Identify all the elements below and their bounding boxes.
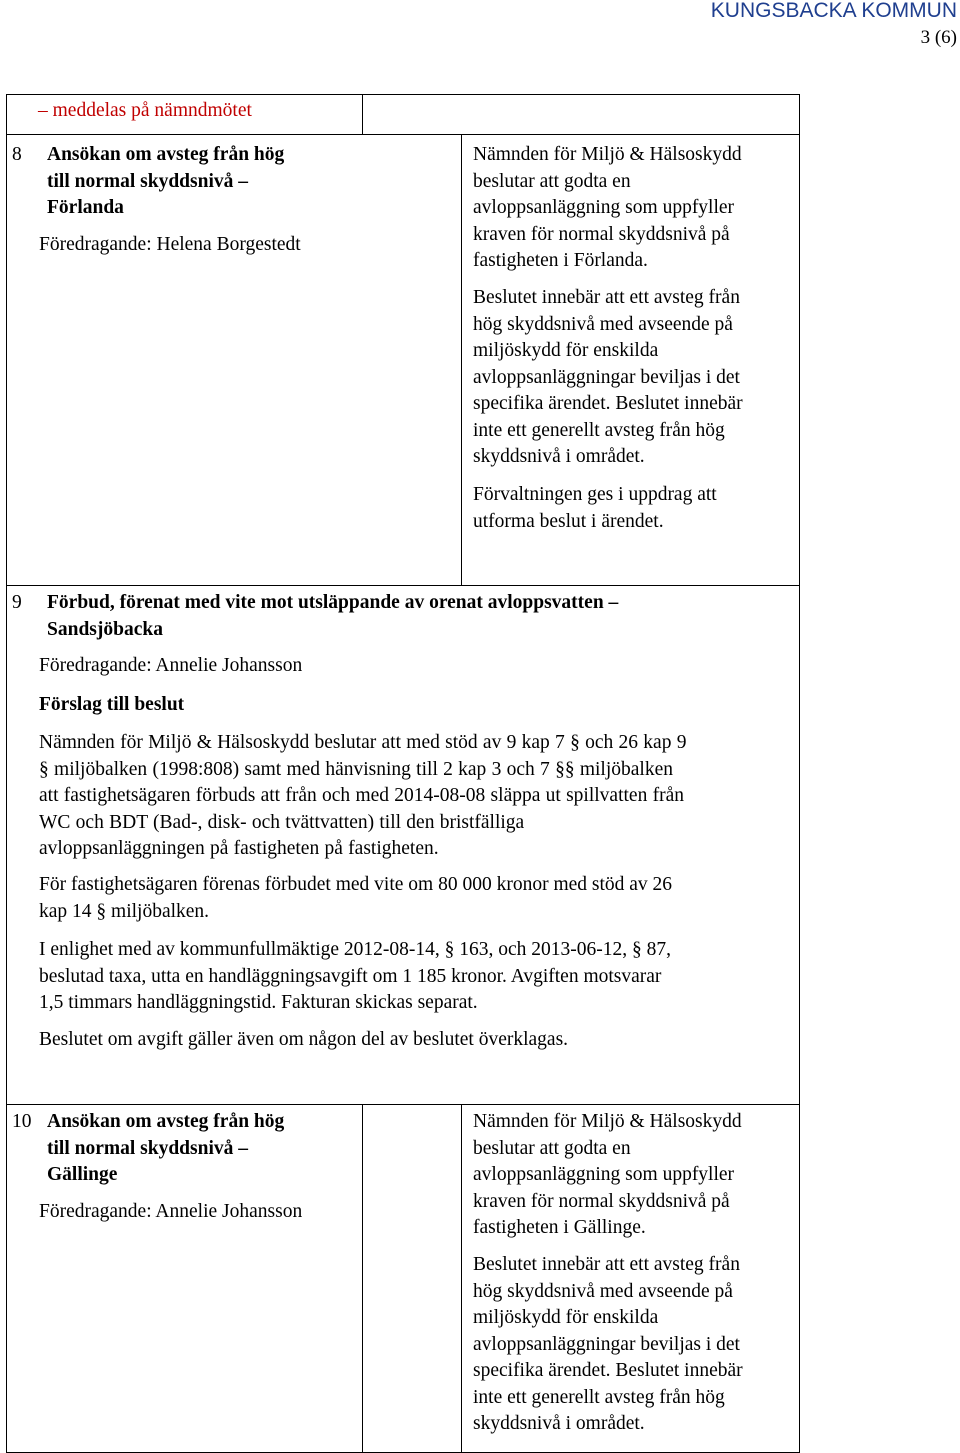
item-8-presenter: Föredragande: Helena Borgestedt: [39, 234, 301, 255]
item-10-decision-p2: Beslutet innebär att ett avsteg från hög skyddsnivå med avseende på miljöskydd för enskilda avloppsanläggningar beviljas i det specifika ärendet. Beslutet innebär inte ett generellt avsteg från hög skyddsnivå i området.: [473, 1254, 743, 1434]
item-9-paragraph-1: Nämnden för Miljö & Hälsoskydd beslutar att med stöd av 9 kap 7 § och 26 kap 9 § miljöbalken (1998:808) samt med hänvisning till 2 kap 3 och 7 §§ miljöbalken att fastighetsägaren förbuds att från och med 2014-08-08 släppa ut spillvatten från WC och BDT (Bad-, disk- och tvättvatten) till den bristfälliga avloppsanläggningen på fastigheten på fastigheten.: [39, 732, 687, 859]
item-9-paragraph-3: I enlighet med av kommunfullmäktige 2012-08-14, § 163, och 2013-06-12, § 87, beslutad taxa, utta en handläggningsavgift om 1 185 kronor. Avgiften motsvarar 1,5 timmars handläggningstid. Fakturan skickas separat.: [39, 939, 672, 1013]
item-9-proposal-heading: Förslag till beslut: [39, 694, 185, 715]
organization-name: KUNGSBACKA KOMMUN: [710, 0, 957, 22]
top-row-note: – meddelas på nämndmötet: [38, 100, 252, 121]
item-8-title: Ansökan om avsteg från hög till normal skyddsnivå – Förlanda: [47, 144, 285, 218]
item-9-presenter: Föredragande: Annelie Johansson: [39, 655, 303, 676]
item-8-decision-p2: Beslutet innebär att ett avsteg från hög skyddsnivå med avseende på miljöskydd för enskilda avloppsanläggningar beviljas i det specifika ärendet. Beslutet innebär inte ett generellt avsteg från hög skyddsnivå i området.: [473, 287, 743, 467]
item-10-decision-p1: Nämnden för Miljö & Hälsoskydd beslutar att godta en avloppsanläggning som uppfyller kraven för normal skyddsnivå på fastigheten i Gällinge.: [473, 1111, 742, 1238]
item-9-number: 9: [12, 592, 22, 613]
page-number: 3 (6): [920, 27, 957, 48]
item-10-title: Ansökan om avsteg från hög till normal skyddsnivå – Gällinge: [47, 1111, 285, 1185]
item-10-number: 10: [12, 1111, 32, 1132]
item-10-presenter: Föredragande: Annelie Johansson: [39, 1201, 303, 1222]
item-8-number: 8: [12, 144, 22, 165]
item-8-decision-p1: Nämnden för Miljö & Hälsoskydd beslutar att godta en avloppsanläggning som uppfyller kraven för normal skyddsnivå på fastigheten i Förlanda.: [473, 144, 742, 271]
item-9-paragraph-2: För fastighetsägaren förenas förbudet med vite om 80 000 kronor med stöd av 26 kap 14 § miljöbalken.: [39, 874, 673, 922]
item-8-decision-p3: Förvaltningen ges i uppdrag att utforma beslut i ärendet.: [473, 484, 717, 532]
item-9-paragraph-4: Beslutet om avgift gäller även om någon del av beslutet överklagas.: [39, 1029, 569, 1050]
item-9-title: Förbud, förenat med vite mot utsläppande av orenat avloppsvatten – Sandsjöbacka: [47, 592, 619, 640]
